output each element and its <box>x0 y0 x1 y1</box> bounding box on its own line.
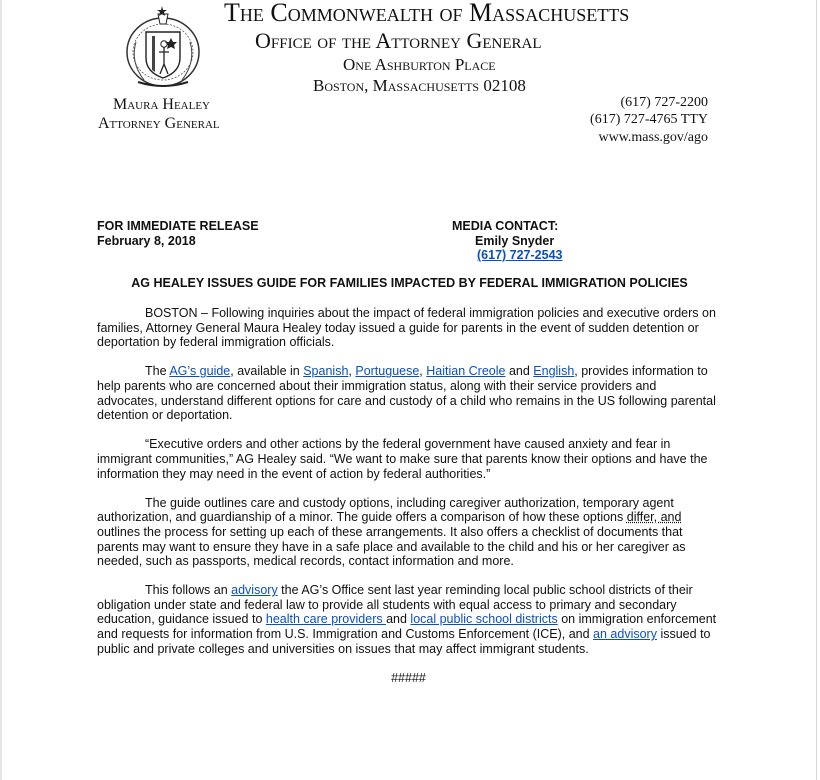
attorney-general-name: Maura Healey <box>113 96 210 113</box>
paragraph-2 <box>97 364 720 422</box>
paragraph-text: and <box>386 612 411 627</box>
media-contact-block <box>452 219 562 263</box>
dateline: BOSTON <box>145 306 198 320</box>
street-address: One Ashburton Place <box>343 55 496 74</box>
press-release-body <box>97 306 720 700</box>
page-edge <box>816 0 817 780</box>
paragraph-text: , provides information to help parents who are concerned about their immigration status, along with their service providers and advocates, understand different options for care and custody of a child who remains in the US following parental detention or deportation. <box>97 364 716 423</box>
press-release-headline: AG HEALEY ISSUES GUIDE FOR FAMILIES IMPACTED BY FEDERAL IMMIGRATION POLICIES <box>131 276 688 290</box>
paragraph-5 <box>97 583 720 656</box>
page-edge <box>0 0 2 780</box>
ag-guide-link[interactable]: AG’s guide <box>169 364 231 379</box>
office-tty: (617) 727-4765 TTY <box>590 112 708 127</box>
massachusetts-seal-icon <box>122 2 204 88</box>
paragraph-text: – Following inquiries about the impact of federal immigration policies and executive orders on families, Attorney General Maura Healey today issued a guide for parents in the event of sudden detention or deportation by federal immigration officials. <box>97 306 716 350</box>
health-care-providers-link[interactable]: health care providers <box>265 612 387 627</box>
release-label: FOR IMMEDIATE RELEASE <box>97 219 259 233</box>
office-phone: (617) 727-2200 <box>620 95 708 110</box>
office-heading: Office of the Attorney General <box>255 28 542 53</box>
city-address: Boston, Massachusetts 02108 <box>313 76 526 95</box>
local-public-school-districts-link[interactable]: local public school districts <box>410 612 558 627</box>
paragraph-1 <box>97 306 720 350</box>
attorney-general-title: Attorney General <box>98 115 220 132</box>
release-date: February 8, 2018 <box>97 233 196 248</box>
paragraph-text: issued to public and private colleges and universities on issues that may affect immigrant students. <box>97 627 711 656</box>
paragraph-text: The guide outlines care and custody options, including caregiver authorization, temporary agent authorization, and guardianship of a minor. The guide offers a comparison of how these options <box>97 495 674 525</box>
paragraph-text: , <box>348 364 356 379</box>
commonwealth-heading: The Commonwealth of Massachusetts <box>224 0 630 27</box>
paragraph-text: This follows an <box>145 583 232 598</box>
paragraph-text: , <box>419 364 427 379</box>
haitian-creole-link[interactable]: Haitian Creole <box>426 364 506 379</box>
media-contact-phone-link[interactable]: (617) 727-2543 <box>477 248 563 262</box>
release-block <box>97 219 259 248</box>
advisory-link[interactable]: advisory <box>231 583 278 598</box>
paragraph-4 <box>97 496 720 569</box>
end-mark: ##### <box>391 670 426 685</box>
office-website: www.mass.gov/ago <box>598 130 708 145</box>
media-contact-label: MEDIA CONTACT: <box>452 219 559 233</box>
media-contact-name: Emily Snyder <box>475 233 555 248</box>
paragraph-text: outlines the process for setting up each of these arrangements. It also offers a checklist of documents that parents may want to ensure they have in a safe place and available to the child and his or her caregiver as needed, such as passports, medical records, contact information and more. <box>97 524 686 569</box>
paragraph-text: on immigration enforcement and requests for information from U.S. Immigration and Customs Enforcement (ICE), and <box>97 612 717 642</box>
marked-text: differ, and <box>626 510 682 525</box>
paragraph-text: and <box>505 364 534 379</box>
college-advisory-link[interactable]: an advisory <box>593 627 657 642</box>
paragraph-text: the AG’s Office sent last year reminding local public school districts of their obligation under state and federal law to provide all students with equal access to primary and secondary education, guidance issued to <box>97 583 693 627</box>
english-link[interactable]: English <box>533 364 575 379</box>
spanish-link[interactable]: Spanish <box>303 364 349 379</box>
paragraph-text: The <box>145 364 170 379</box>
portuguese-link[interactable]: Portuguese <box>355 364 420 379</box>
paragraph-3: “Executive orders and other actions by the federal government have caused anxiety and fear in immigrant communities,” AG Healey said. “We want to make sure that parents know their options and have the information they may need in the event of action by federal authorities.” <box>97 437 708 481</box>
paragraph-text: , available in <box>230 364 304 379</box>
